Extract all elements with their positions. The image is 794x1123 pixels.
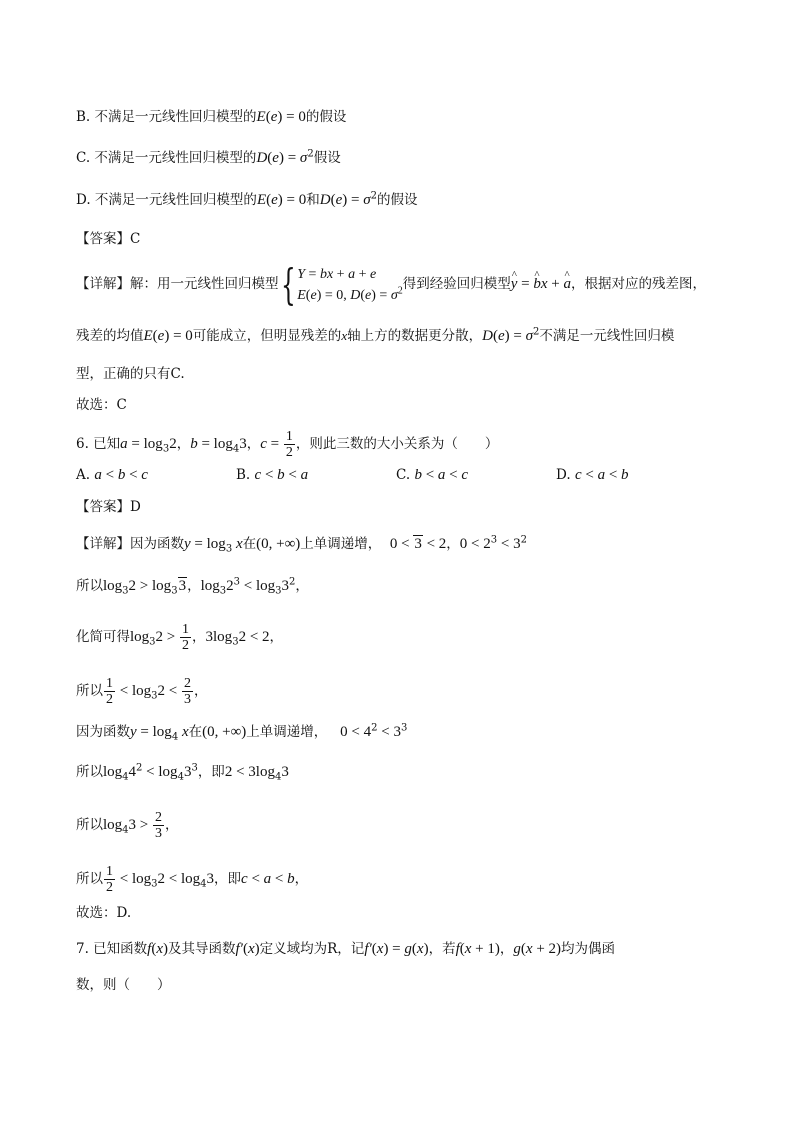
detail6-line-2: 所以$\log_32 > \log_33$，$\log_32^3 < \log_33^2$， [76, 576, 309, 597]
detail-text: 残差的均值 [76, 328, 144, 344]
detail6-line-1: 【详解】因为函数$y = \log_3 x$在(0, +∞)上单调递增， 0 < 3 < 2，$0 < 2^3 < 3^2$ [76, 534, 527, 555]
detail6-line-3: 化简可得$\log_32$ > $\frac{1}{2}$ ，$3\log_32 < 2$， [76, 622, 284, 653]
choose-label: 故选：C [76, 397, 127, 413]
q6-option-d: D. c < a < b [556, 467, 629, 483]
detail-text: 轴上方的数据更分散， [347, 328, 483, 344]
question-text: ，则此三数的大小关系为（ ） [295, 436, 499, 452]
detail-text: 【详解】解：用一元线性回归模型 [76, 276, 279, 292]
formula: E [256, 109, 266, 125]
detail-text-mid: 得到经验回归模型 [402, 276, 511, 292]
detail6-line-7: 所以$\log_43$ > $\frac{2}{3}$ ， [76, 810, 179, 841]
option-c: C. 不满足一元线性回归模型的$D(e) = \sigma^2$假设 [76, 148, 341, 166]
detail-text-post: ，根据对应的残差图， [571, 276, 707, 292]
option-c-suffix: 假设 [313, 150, 341, 166]
answer-label: 【答案】D [76, 499, 141, 515]
choose-label: 故选：D. [76, 905, 132, 921]
detail-text: 可能成立，但明显残差的 [192, 328, 342, 344]
detail6-line-4: 所以 $\frac{1}{2}$ < $\log_32$ < $\frac{2}{3}$ ， [76, 676, 208, 707]
option-b: B. 不满足一元线性回归模型的E(e) = 0的假设 [76, 109, 347, 125]
option-b-text: B. 不满足一元线性回归模型的 [76, 109, 257, 125]
q6-option-a: A. a < b < c [76, 467, 148, 483]
detail-text: 不满足一元线性回归模 [539, 328, 675, 344]
question-7: 7. 已知函数f(x)及其导函数f′(x)定义域均为R，记f′(x) = g(x)，若f(x + 1)，g(x + 2)均为偶函 [76, 941, 616, 957]
detail6-line-5: 因为函数$y = \log_4 x$在(0, +∞)上单调递增， $0 < 4^2 < 3^3$ [76, 722, 408, 743]
question-7-line-2: 数，则（ ） [76, 977, 171, 993]
detail-line-1: 【详解】解：用一元线性回归模型{ Y = bx + a + e E(e) = 0, $D(e) = \sigma^2$得到经验回归模型^ y = ^ bx + ^ a，根据对应的残差图， [76, 262, 706, 306]
question-text: 6. 已知 [76, 436, 121, 452]
detail6-line-8: 所以 $\frac{1}{2}$ < $\log_32 < \log_43$，即c < a < b， [76, 864, 309, 895]
option-c-text: C. 不满足一元线性回归模型的 [76, 150, 257, 166]
regression-system: Y = bx + a + e E(e) = 0, $D(e) = \sigma^2$ [297, 266, 403, 303]
option-d-text: D. 不满足一元线性回归模型的 [76, 192, 257, 208]
option-d-suffix: 的假设 [377, 192, 418, 208]
option-d: D. 不满足一元线性回归模型的E(e) = 0和$D(e) = \sigma^2$的假设 [76, 190, 418, 208]
option-b-suffix: 的假设 [305, 109, 347, 125]
q6-option-b: B. c < b < a [236, 467, 309, 483]
detail6-line-6: 所以$\log_44^2 < \log_43^3$，即$2 < 3\log_43$ [76, 762, 289, 783]
option-d-and: 和 [306, 192, 320, 208]
q6-option-c: C. b < a < c [396, 467, 469, 483]
detail-line-3: 型，正确的只有C. [76, 366, 185, 382]
question-6: 6. 已知$a = \log_32$，$b = \log_43$，c = $\frac{1}{2}$ ，则此三数的大小关系为（ ） [76, 429, 499, 460]
detail-line-2: 残差的均值E(e) = 0可能成立，但明显残差的x轴上方的数据更分散，$D(e) = \sigma^2$不满足一元线性回归模 [76, 326, 675, 344]
answer-label: 【答案】C [76, 231, 141, 247]
